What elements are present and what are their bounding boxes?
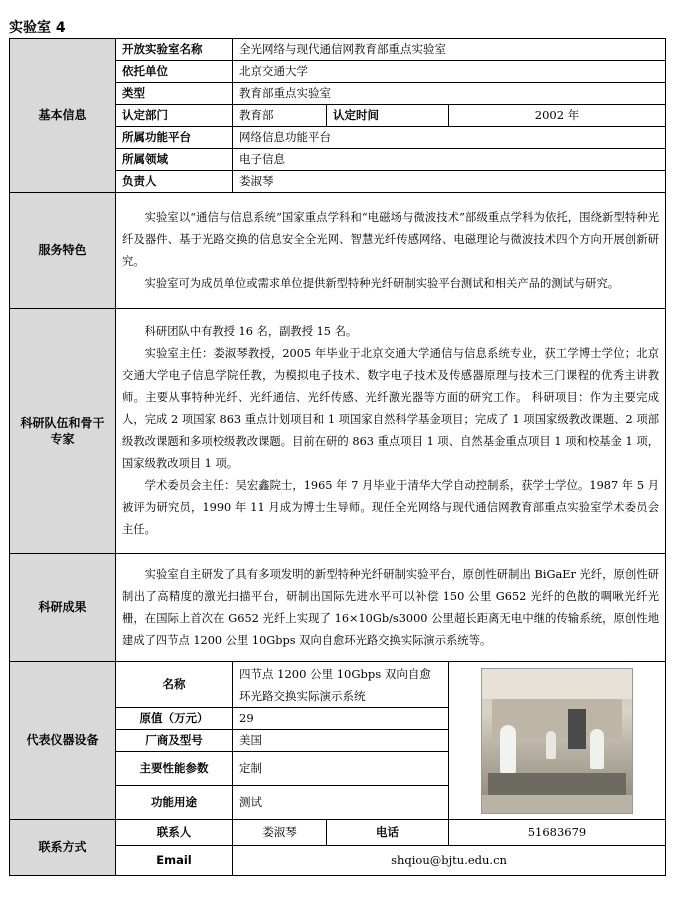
contact-phone-label: 电话 (327, 820, 449, 846)
director-value: 娄淑琴 (233, 171, 666, 193)
equip-usage-value: 测试 (233, 786, 449, 820)
host-unit-label: 依托单位 (116, 61, 233, 83)
lab-name-label: 开放实验室名称 (116, 39, 233, 61)
section-team: 科研队伍和骨干专家 (10, 309, 116, 554)
accredit-dept-label: 认定部门 (116, 105, 233, 127)
section-equipment: 代表仪器设备 (10, 662, 116, 820)
type-value: 教育部重点实验室 (233, 83, 666, 105)
section-contact: 联系方式 (10, 820, 116, 876)
contact-email-value: shqiou@bjtu.edu.cn (233, 846, 666, 876)
contact-person-value: 娄淑琴 (233, 820, 327, 846)
equipment-photo-cell (449, 662, 666, 820)
director-label: 负责人 (116, 171, 233, 193)
team-paragraph: 实验室主任：娄淑琴教授，2005 年毕业于北京交通大学通信与信息系统专业，获工学博士学位；北京交通大学电子信息学院任教，为模拟电子技术、数字电子技术及传感器原理与技术三门课程的优秀主讲教师。主要从事特种光纤、光纤通信、光纤传感、光纤激光器等方面的研究工作。 科研项目：作为主要完成人，完成 2 项国家 863 重点计划项目和 1 项国家自然科学基金项目；完成了 1 项国家级教改课题、2 项部级教改课题和多项校级教改课题。目前在研的 863 重点项目 1 项、自然基金重点项目 1 项和校基金 1 项，国家级教改项目 1 项。 (122, 347, 659, 470)
team-paragraph: 学术委员会主任：吴宏鑫院士，1965 年 7 月毕业于清华大学自动控制系，获学士学位。1987 年 5 月被评为研究员，1990 年 11 月成为博士生导师。现任全光网络与现代通信网教育部重点实验室学术委员会主任。 (122, 479, 659, 536)
contact-phone-value: 51683679 (449, 820, 666, 846)
section-service: 服务特色 (10, 193, 116, 309)
host-unit-value: 北京交通大学 (233, 61, 666, 83)
equip-spec-value: 定制 (233, 752, 449, 786)
contact-email-label: Email (116, 846, 233, 876)
equip-usage-label: 功能用途 (116, 786, 233, 820)
section-basic-info: 基本信息 (10, 39, 116, 193)
equip-price-value: 29 (233, 708, 449, 730)
equipment-photo (481, 668, 633, 814)
equip-name-value: 四节点 1200 公里 10Gbps 双向自愈环光路交换实际演示系统 (233, 662, 449, 708)
service-paragraph: 实验室以“通信与信息系统”国家重点学科和“电磁场与微波技术”部级重点学科为依托，围绕新型特种光纤及器件、基于光路交换的信息安全全光网、智慧光纤传感网络、电磁理论与微波技术四个方向开展创新研究。 (122, 210, 659, 268)
field-label: 所属领域 (116, 149, 233, 171)
service-paragraph: 实验室可为成员单位或需求单位提供新型特种光纤研制实验平台测试和相关产品的测试与研究。 (144, 276, 620, 290)
section-results: 科研成果 (10, 554, 116, 662)
lab-info-table (9, 38, 666, 876)
contact-person-label: 联系人 (116, 820, 233, 846)
equip-vendor-value: 美国 (233, 730, 449, 752)
team-text (116, 309, 666, 554)
results-text (116, 554, 666, 662)
equip-name-label: 名称 (116, 662, 233, 708)
lab-name-value: 全光网络与现代通信网教育部重点实验室 (233, 39, 666, 61)
type-label: 类型 (116, 83, 233, 105)
equip-price-label: 原值（万元） (116, 708, 233, 730)
field-value: 电子信息 (233, 149, 666, 171)
equip-vendor-label: 厂商及型号 (116, 730, 233, 752)
platform-label: 所属功能平台 (116, 127, 233, 149)
platform-value: 网络信息功能平台 (233, 127, 666, 149)
results-paragraph: 实验室自主研发了具有多项发明的新型特种光纤研制实验平台，原创性研制出 BiGaEr 光纤，原创性研制出了高精度的激光扫描平台，研制出国际先进水平可以补偿 150 公里 G652 光纤的色散的啁啾光纤光栅，在国际上首次在 G652 光纤上实现了 16×10Gb/s3000 公里超长距离无电中继的传输系统，原创性地建成了四节点 1200 公里 10Gbps 双向自愈环光路交换实际演示系统等。 (122, 567, 659, 647)
service-text (116, 193, 666, 309)
document-title: 实验室 4 (9, 20, 66, 36)
accredit-time-value: 2002 年 (449, 105, 666, 127)
accredit-time-label: 认定时间 (327, 105, 449, 127)
accredit-dept-value: 教育部 (233, 105, 327, 127)
equip-spec-label: 主要性能参数 (116, 752, 233, 786)
team-paragraph: 科研团队中有教授 16 名，副教授 15 名。 (144, 325, 358, 338)
